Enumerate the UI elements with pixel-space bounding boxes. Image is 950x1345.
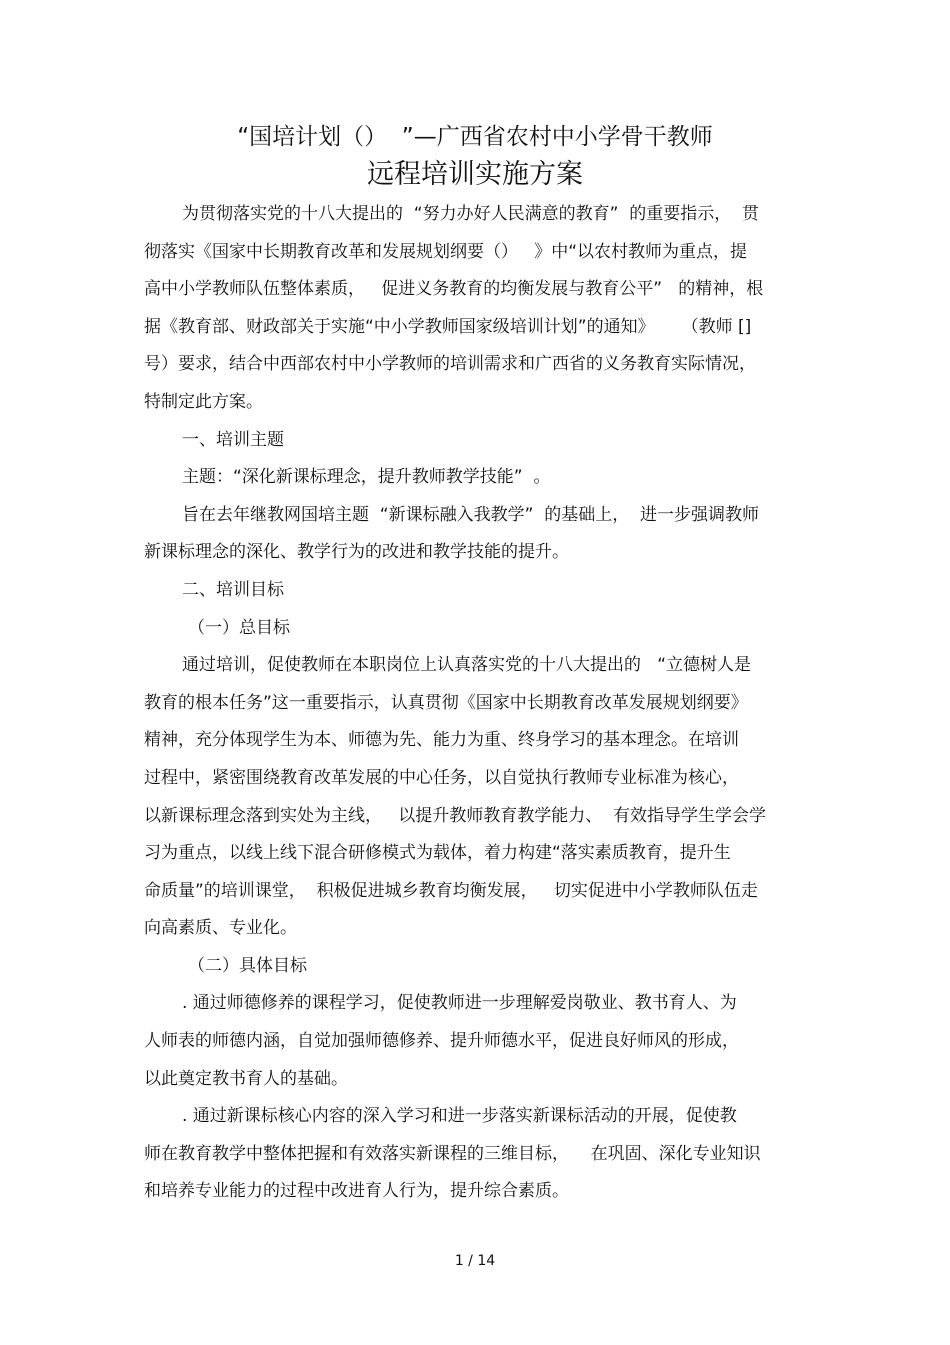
paragraph-line: 过程中，紧密围绕教育改革发展的中心任务，以自觉执行教师专业标准为核心，: [144, 767, 739, 788]
subsection-heading: （二）具体目标: [188, 955, 307, 976]
document-title-line2: 远程培训实施方案: [367, 159, 583, 190]
paragraph-line: 和培养专业能力的过程中改进育人行为，提升综合素质。: [144, 1181, 569, 1202]
paragraph-line: 教育的根本任务”这一重要指示，认真贯彻《国家中长期教育改革发展规划纲要》: [144, 692, 748, 713]
document-title-line1: “国培计划（） ”—广西省农村中小学骨干教师: [237, 124, 713, 150]
paragraph-line: 据《教育部、财政部关于实施“中小学教师国家级培训计划”的通知》 （教师 []: [144, 316, 752, 337]
paragraph-line: . 通过师德修养的课程学习，促使教师进一步理解爱岗敬业、教书育人、为: [182, 993, 737, 1014]
section-heading: 二、培训目标: [182, 579, 284, 600]
paragraph-line: 人师表的师德内涵，自觉加强师德修养、提升师德水平，促进良好师风的形成，: [144, 1031, 739, 1052]
document-body: [144, 203, 808, 1218]
paragraph-line: 彻落实《国家中长期教育改革和发展规划纲要（） 》中“以农村教师为重点，提: [144, 241, 748, 262]
paragraph-line: 习为重点，以线上线下混合研修模式为载体，着力构建“落实素质教育，提升生: [144, 843, 731, 864]
paragraph-line: 新课标理念的深化、教学行为的改进和教学技能的提升。: [144, 542, 569, 563]
paragraph-line: 主题：“深化新课标理念，提升教师教学技能” 。: [182, 467, 551, 488]
paragraph-line: 向高素质、专业化。: [144, 918, 297, 939]
paragraph-line: . 通过新课标核心内容的深入学习和进一步落实新课标活动的开展，促使教: [182, 1106, 737, 1127]
paragraph-line: 命质量”的培训课堂， 积极促进城乡教育均衡发展， 切实促进中小学教师队伍走: [144, 880, 758, 901]
paragraph-line: 精神，充分体现学生为本、师德为先、能力为重、终身学习的基本理念。在培训: [144, 730, 739, 751]
paragraph-line: 师在教育教学中整体把握和有效落实新课程的三维目标， 在巩固、深化专业知识: [144, 1143, 761, 1164]
paragraph-line: 为贯彻落实党的十八大提出的 “努力办好人民满意的教育” 的重要指示， 贯: [182, 204, 760, 224]
paragraph-line: 高中小学教师队伍整体素质， 促进义务教育的均衡发展与教育公平” 的精神，根: [144, 279, 764, 300]
paragraph-line: 旨在去年继教网国培主题 “新课标融入我教学” 的基础上， 进一步强调教师: [182, 504, 760, 525]
page-indicator: 1 / 14: [454, 1253, 496, 1269]
paragraph-line: 特制定此方案。: [144, 391, 263, 412]
section-heading: 一、培训主题: [182, 429, 284, 450]
subsection-heading: （一）总目标: [188, 617, 290, 638]
paragraph-line: 号）要求，结合中西部农村中小学教师的培训需求和广西省的义务教育实际情况，: [144, 354, 756, 375]
paragraph-line: 通过培训，促使教师在本职岗位上认真落实党的十八大提出的 “立德树人是: [182, 655, 752, 676]
paragraph-line: 以新课标理念落到实处为主线， 以提升教师教育教学能力、 有效指导学生学会学: [144, 805, 767, 826]
paragraph-line: 以此奠定教书育人的基础。: [144, 1068, 348, 1089]
